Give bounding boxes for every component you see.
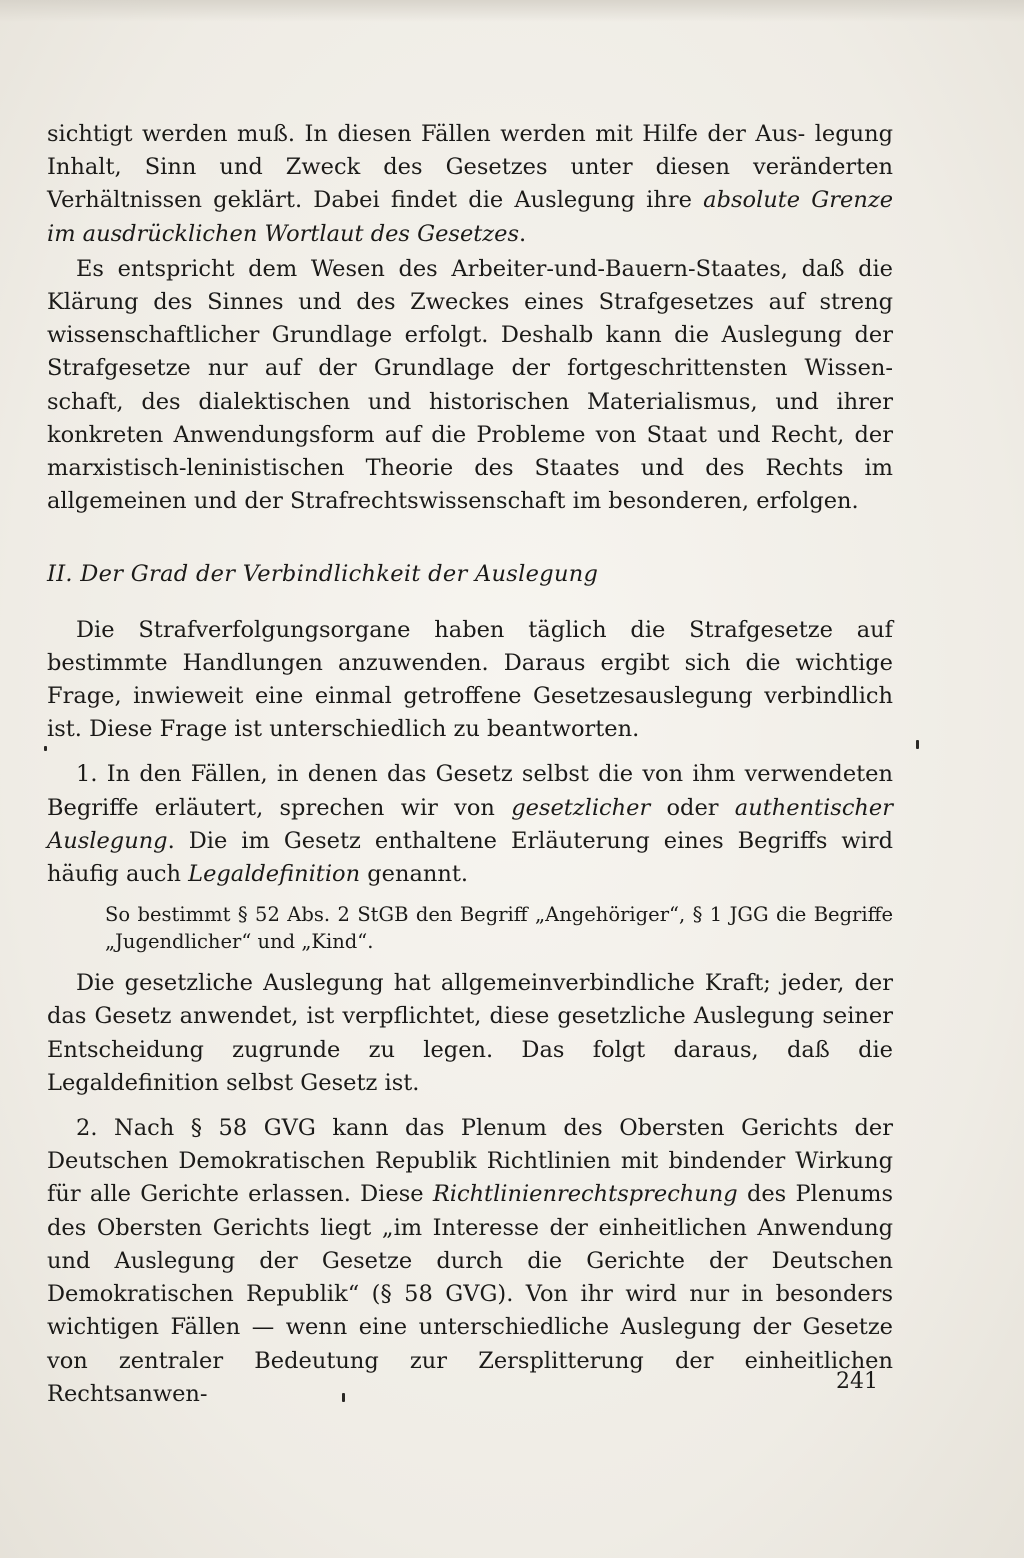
point-1-middle: . Die im Gesetz enthaltene Erläuterung eines Begriffs wird häufig auch — [47, 827, 893, 888]
point-2-end: des Plenums des Obersten Gerichts liegt „im Interesse der einheitlichen Anwendung und Auslegung der Gesetze durch die Gerichte der Deutschen Demokratischen Republik“ (§ 58 GVG). Von ihr wird nur in besonders wichtigen Fällen — wenn eine unterschiedliche Auslegung der Gesetze von zentraler Bedeutung zur Zersplitterung der einheitlichen Rechtsanwen- — [47, 1181, 894, 1407]
emphasis-absolute-grenze: absolute Grenze — [703, 187, 894, 214]
paragraph-gesetzliche-auslegung: Die gesetzliche Auslegung hat allgemeinverbindliche Kraft; jeder, der das Gesetz anwendet, ist verpflichtet, diese gesetzliche Auslegung seiner Entscheidung zugrunde zu legen. Das folgt daraus, daß die Legaldefinition selbst Gesetz ist. — [47, 970, 893, 1096]
emphasis-wortlaut: im ausdrücklichen Wortlaut des Gesetzes — [47, 220, 520, 247]
body-text — [47, 118, 893, 1413]
paragraph-strafverfolgungsorgane: Die Strafverfolgungsorgane haben täglich die Strafgesetze auf bestimmte Handlungen anzuwenden. Daraus ergibt sich die wichtige Frage, inwieweit eine einmal getroffene Gesetzesauslegung verbindlich ist. Diese Frage ist unterschiedlich zu beantworten. — [47, 616, 893, 743]
point-1-start: 1. In den Fällen, in denen das Gesetz selbst die von ihm verwendeten Begriffe erläutert, sprechen wir von — [47, 761, 893, 821]
example-note: So bestimmt § 52 Abs. 2 StGB den Begriff „Angehöriger“, § 1 JGG die Begriffe „Jugendlicher“ und „Kind“. — [105, 903, 893, 954]
scan-speck — [342, 1393, 345, 1402]
scan-top-edge — [0, 0, 1024, 22]
text-line-3: Verhältnissen geklärt. Dabei findet die Auslegung ihre — [47, 187, 692, 214]
paragraph-continuation — [47, 118, 893, 251]
paragraph-point-1 — [47, 758, 893, 891]
sentence-end: . — [519, 220, 527, 247]
scan-speck — [916, 740, 919, 749]
page-number: 241 — [836, 1369, 878, 1394]
emphasis-gesetzlicher: gesetzlicher — [511, 794, 651, 821]
text-line-2: legung Inhalt, Sinn und Zweck des Gesetzes unter diesen veränderten — [47, 121, 893, 181]
scan-speck — [44, 746, 47, 751]
point-2-start: 2. Nach § 58 GVG kann das Plenum des Obersten Gerichts der Deutschen Demokratischen Republik Richtlinien mit bindender Wirkung für alle Gerichte erlassen. Diese — [47, 1115, 893, 1208]
emphasis-legaldefinition: Legaldefinition — [188, 861, 361, 888]
emphasis-richtlinienrechtsprechung: Richtlinienrechtsprechung — [432, 1181, 738, 1208]
point-1-end: genannt. — [367, 861, 469, 888]
paragraph-point-2 — [47, 1112, 893, 1411]
emphasis-authentischer-auslegung: authentischer Auslegung — [47, 794, 893, 854]
text-line-1: sichtigt werden muß. In diesen Fällen werden mit Hilfe der Aus- — [47, 121, 806, 147]
section-heading: II. Der Grad der Verbindlichkeit der Auslegung — [47, 561, 599, 588]
point-1-oder: oder — [666, 794, 719, 821]
paragraph-wesen: Es entspricht dem Wesen des Arbeiter-und-Bauern-Staates, daß die Klärung des Sinnes und des Zweckes eines Strafgesetzes auf streng wissenschaftlicher Grundlage erfolgt. Deshalb kann die Auslegung der Strafgesetze nur auf der Grundlage der fortgeschrittensten Wissen-schaft, des dialektischen und historischen Materialismus, und ihrer konkreten Anwendungsform auf die Probleme von Staat und Recht, der marxistisch-leninistischen Theorie des Staates und des Rechts im allgemeinen und der Strafrechtswissenschaft im besonderen, erfolgen. — [47, 255, 893, 515]
